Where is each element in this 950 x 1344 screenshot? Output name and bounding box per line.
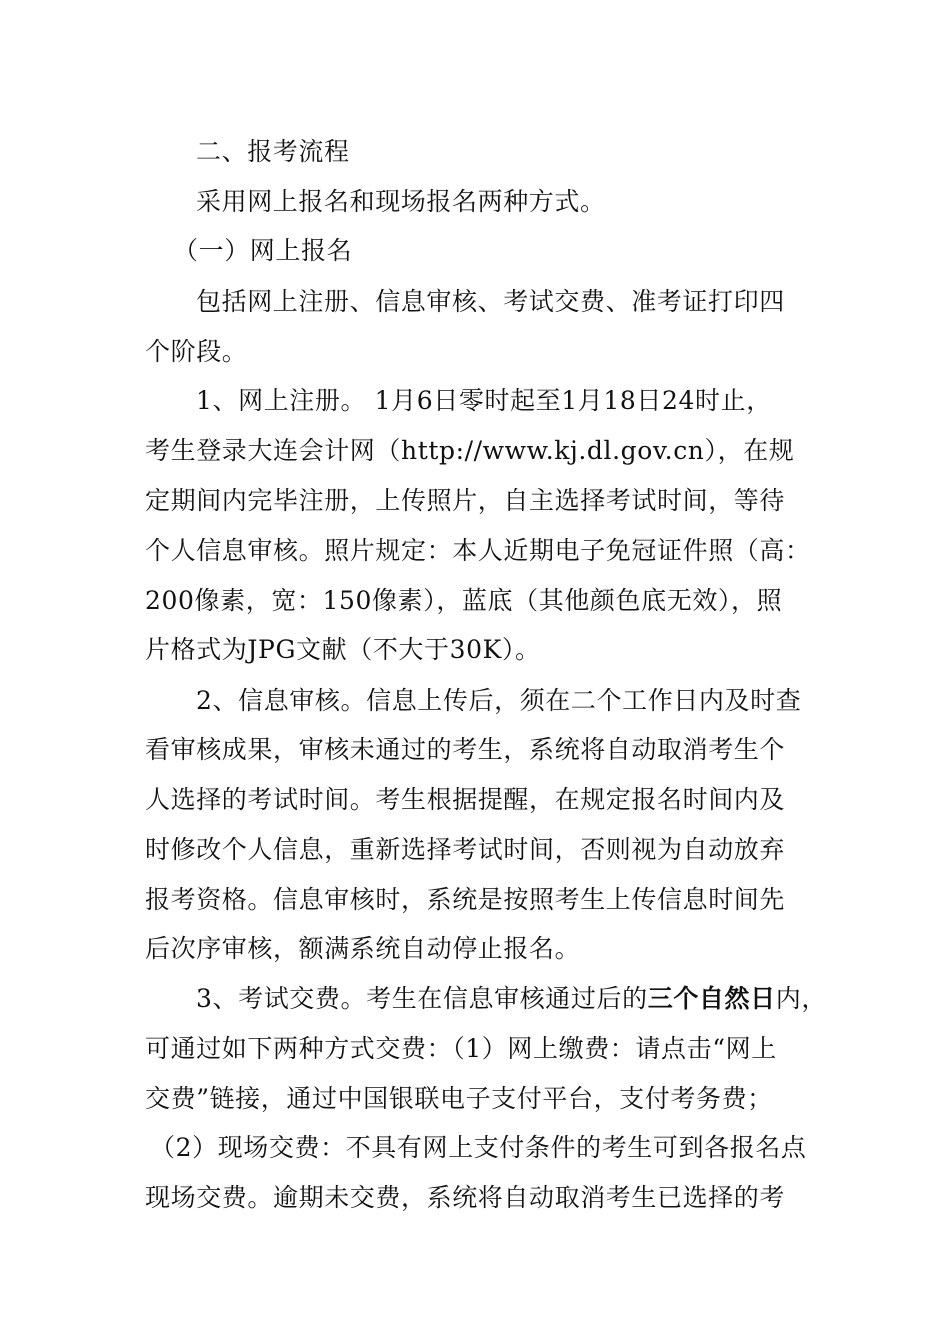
paragraph-line: 定期间内完毕注册，上传照片，自主选择考试时间，等待 — [145, 486, 786, 515]
paragraph-line: 个阶段。 — [145, 337, 248, 366]
fee-line-prefix: 3、考试交费。考生在信息审核通过后的 — [196, 984, 648, 1013]
paragraph-line: 采用网上报名和现场报名两种方式。 — [196, 187, 606, 216]
fee-deadline-emphasis: 三个自然日 — [647, 984, 776, 1013]
fee-paragraph-line — [196, 983, 827, 1015]
paragraph-line: 看审核成果，审核未通过的考生，系统将自动取消考生个 — [145, 735, 786, 764]
paragraph-line: 200像素，宽：150像素），蓝底（其他颜色底无效），照 — [145, 586, 783, 615]
paragraph-line: 后次序审核，额满系统自动停止报名。 — [145, 934, 581, 963]
paragraph-line: 报考资格。信息审核时，系统是按照考生上传信息时间先 — [145, 885, 786, 914]
section-heading: 二、报考流程 — [196, 137, 350, 166]
paragraph-line: 个人信息审核。照片规定：本人近期电子免冠证件照（高： — [145, 536, 811, 565]
paragraph-line: 可通过如下两种方式交费：（1）网上缴费：请点击“网上 — [145, 1034, 777, 1063]
paragraph-line: 人选择的考试时间。考生根据提醒，在规定报名时间内及 — [145, 785, 786, 814]
paragraph-line: 2、信息审核。信息上传后，须在二个工作日内及时查 — [196, 686, 802, 715]
paragraph-line: 片格式为JPG文献（不大于30K）。 — [145, 635, 541, 664]
paragraph-line: 时修改个人信息，重新选择考试时间，否则视为自动放弃 — [145, 835, 786, 864]
paragraph-line: 交费”链接，通过中国银联电子支付平台，支付考务费； — [145, 1084, 773, 1113]
fee-line-suffix: 内， — [775, 984, 827, 1013]
paragraph-line: 现场交费。逾期未交费，系统将自动取消考生已选择的考 — [145, 1183, 786, 1212]
subsection-heading: （一）网上报名 — [173, 236, 353, 265]
paragraph-line: 考生登录大连会计网（http://www.kj.dl.gov.cn），在规 — [145, 436, 795, 465]
paragraph-line: 包括网上注册、信息审核、考试交费、准考证打印四 — [196, 287, 785, 316]
paragraph-line: 1、网上注册。 1月6日零时起至1月18日24时止， — [196, 386, 772, 415]
paragraph-line: （2）现场交费：不具有网上支付条件的考生可到各报名点 — [150, 1133, 807, 1162]
